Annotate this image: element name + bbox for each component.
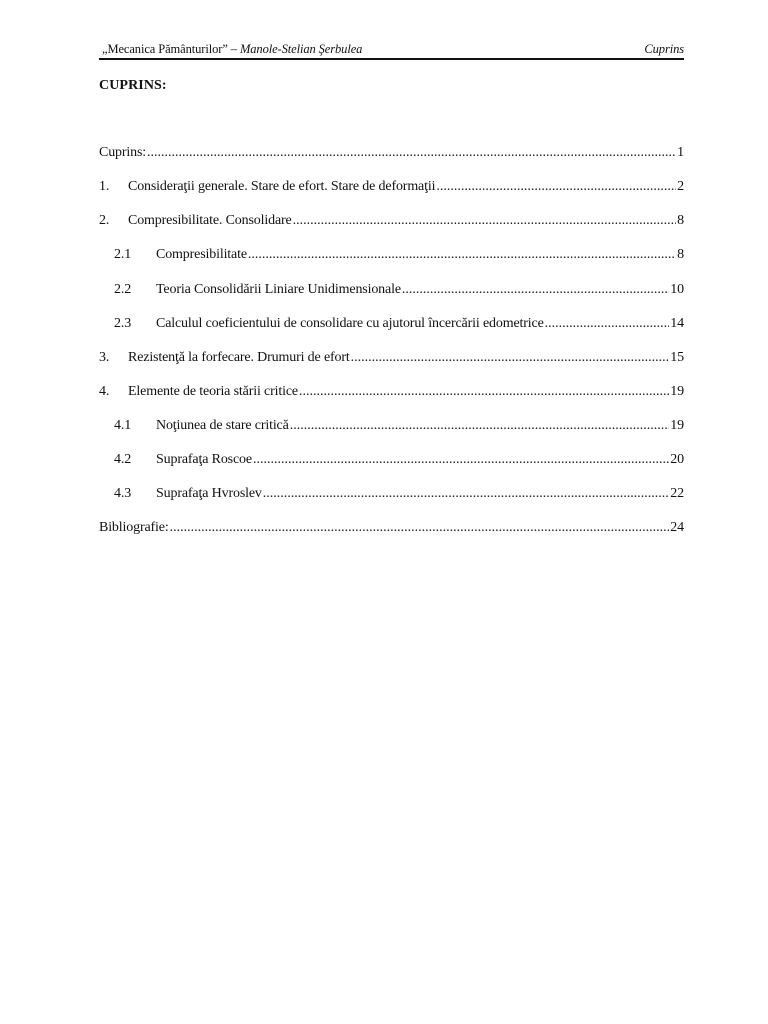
toc-entry[interactable] — [99, 212, 684, 230]
toc-entry[interactable] — [114, 451, 684, 469]
toc-entry-page: 19 — [670, 418, 684, 433]
toc-entry[interactable] — [99, 383, 684, 401]
toc-entry[interactable] — [114, 246, 684, 264]
toc-leader-dots — [253, 451, 669, 469]
toc-entry[interactable] — [114, 281, 684, 299]
toc-leader-dots — [402, 281, 669, 299]
toc-entry[interactable] — [114, 417, 684, 435]
toc-entry-page: 22 — [670, 486, 684, 501]
toc-entry-page: 24 — [670, 520, 684, 535]
toc-entry-title: Compresibilitate — [156, 247, 247, 262]
toc-entry-title: Calculul coeficientului de consolidare cu ajutorul încercării edometrice — [156, 316, 544, 331]
toc-heading: CUPRINS: — [99, 78, 167, 93]
toc-entry-number: 4.1 — [114, 418, 132, 433]
toc-leader-dots — [248, 246, 676, 264]
toc-entry-number: 2.3 — [114, 316, 132, 331]
toc-entry[interactable] — [99, 144, 684, 162]
toc-entry-number: 3. — [99, 350, 110, 365]
toc-entry[interactable] — [99, 519, 684, 537]
header-separator: – — [227, 42, 240, 56]
toc-entry[interactable] — [114, 485, 684, 503]
toc-entry-title: Suprafaţa Hvroslev — [156, 486, 262, 501]
toc-leader-dots — [263, 485, 670, 503]
toc-entry-page: 2 — [677, 179, 684, 194]
header-rule — [99, 58, 684, 60]
header-author: Manole-Stelian Şerbulea — [239, 42, 363, 56]
toc-entry-title: Noţiunea de stare critică — [156, 418, 289, 433]
toc-entry-title: Bibliografie: — [99, 520, 169, 535]
toc-leader-dots — [545, 315, 670, 333]
toc-entry-number: 4.3 — [114, 486, 132, 501]
toc-entry-number: 2.2 — [114, 282, 132, 297]
toc-leader-dots — [147, 144, 676, 162]
toc-entry-number: 4. — [99, 384, 110, 399]
toc-entry-page: 19 — [670, 384, 684, 399]
toc-entry-page: 20 — [670, 452, 684, 467]
toc-entry-title: Compresibilitate. Consolidare — [128, 213, 292, 228]
toc-entry-title: Rezistenţă la forfecare. Drumuri de efort — [128, 350, 350, 365]
toc-entry-number: 2.1 — [114, 247, 132, 262]
toc-leader-dots — [293, 212, 677, 230]
toc-entry-page: 8 — [677, 213, 684, 228]
toc-entry-title: Elemente de teoria stării critice — [128, 384, 298, 399]
toc-entry-page: 14 — [670, 316, 684, 331]
toc-entry-number: 4.2 — [114, 452, 132, 467]
toc-leader-dots — [351, 349, 670, 367]
toc-entry[interactable] — [114, 315, 684, 333]
header-book-title — [102, 42, 362, 57]
running-header — [99, 41, 684, 59]
toc-leader-dots — [436, 178, 676, 196]
toc-entry-page: 15 — [670, 350, 684, 365]
toc-entry-title: Teoria Consolidării Liniare Unidimensionale — [156, 282, 401, 297]
toc-entry-number: 2. — [99, 213, 110, 228]
toc-entry-title: Cuprins: — [99, 145, 147, 160]
toc-entry[interactable] — [99, 178, 684, 196]
header-title-text: „Mecanica Pământurilor” — [102, 42, 228, 56]
toc-entry[interactable] — [99, 349, 684, 367]
toc-entry-page: 10 — [670, 282, 684, 297]
toc-entry-page: 1 — [677, 145, 684, 160]
toc-entry-title: Consideraţii generale. Stare de efort. Stare de deformaţii — [128, 179, 436, 194]
header-section-name: Cuprins — [644, 42, 684, 56]
toc-leader-dots — [290, 417, 670, 435]
toc-entry-number: 1. — [99, 179, 110, 194]
toc-leader-dots — [170, 519, 670, 537]
toc-leader-dots — [299, 383, 669, 401]
toc-entry-title: Suprafaţa Roscoe — [156, 452, 252, 467]
toc-entry-page: 8 — [677, 247, 684, 262]
